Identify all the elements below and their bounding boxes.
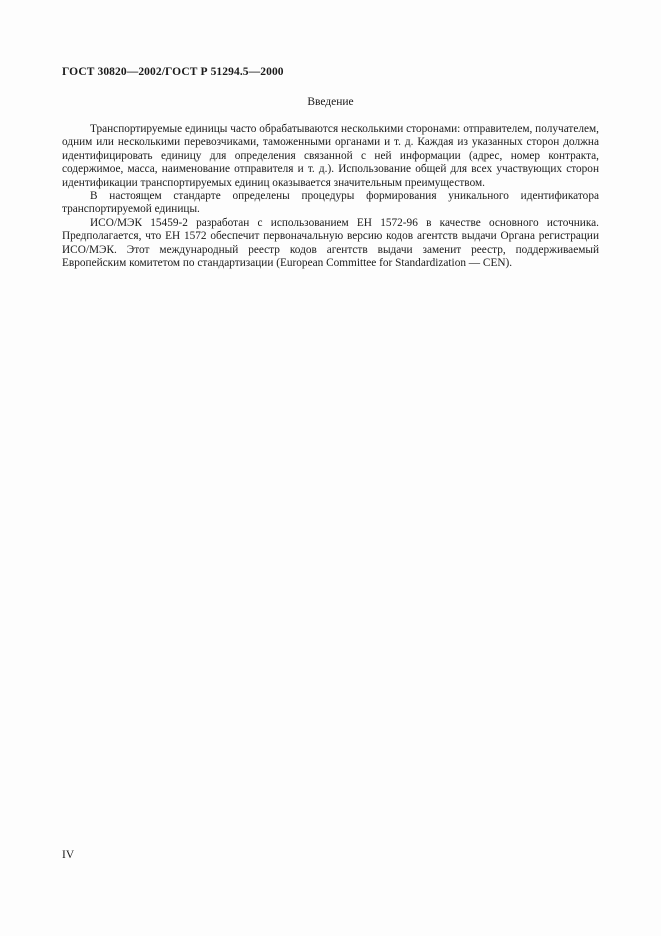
paragraph: В настоящем стандарте определены процедуры формирования уникального идентификатора транспортируемой единицы.	[62, 190, 599, 216]
section-title: Введение	[307, 96, 354, 108]
page-number: IV	[62, 849, 75, 861]
document-header: ГОСТ 30820—2002/ГОСТ Р 51294.5—2000	[62, 66, 284, 78]
paragraph: ИСО/МЭК 15459-2 разработан с использованием ЕН 1572-96 в качестве основного источника. Предполагается, что ЕН 1572 обеспечит первоначальную версию кодов агентств выдачи Органа регистрации ИСО/МЭК. Этот международный реестр кодов агентств выдачи заменит реестр, поддерживаемый Европейским комитетом по стандартизации (European Committee for Standardization — CEN).	[62, 216, 599, 270]
body-text	[62, 123, 599, 270]
paragraph: Транспортируемые единицы часто обрабатываются несколькими сторонами: отправителем, получателем, одним или несколькими перевозчиками, таможенными органами и т. д. Каждая из указанных сторон должна идентифицировать единицу для определения связанной с ней информации (адрес, номер контракта, содержимое, масса, наименование отправителя и т. д.). Использование общей для всех участвующих сторон идентификации транспортируемых единиц оказывается значительным преимуществом.	[62, 123, 599, 189]
